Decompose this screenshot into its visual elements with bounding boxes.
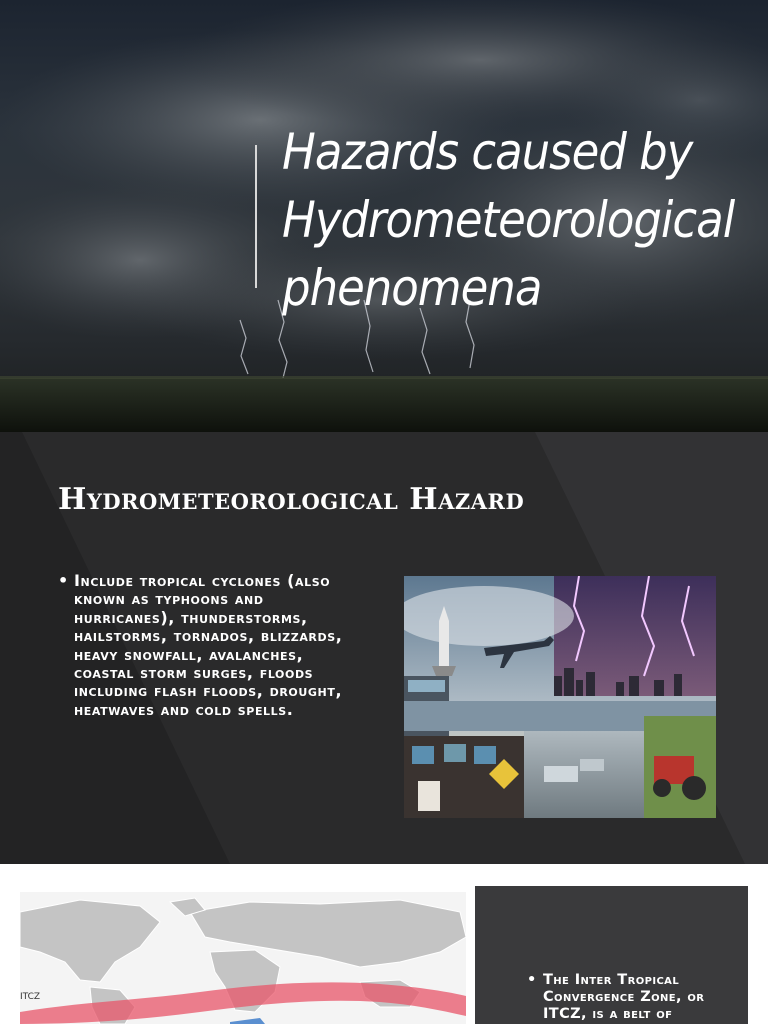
bullet-item: • Include tropical cyclones (also known as typhoons and hurricanes), thunderstorms, hailstorms, tornados, blizzards, heavy snowfall, avalanches, coastal storm surges, floods including flash floods, drought, heatwaves and cold spells. — [58, 572, 358, 719]
page-title: Hazards caused by Hydrometeorological phenomena — [282, 123, 735, 317]
title-divider — [255, 145, 257, 288]
hazard-collage-image — [404, 576, 716, 818]
slide-hazard-overview[interactable] — [0, 432, 768, 864]
slide-itcz[interactable] — [0, 864, 768, 1024]
slide-heading: Hydrometeorological Hazard — [58, 482, 525, 517]
world-map-image — [20, 892, 466, 1024]
bullet-list — [58, 572, 358, 719]
bullet-item: • The Inter Tropical Convergence Zone, or ITCZ, is a belt of — [543, 972, 743, 1023]
bullet-list — [527, 972, 743, 1023]
slide-title[interactable] — [0, 0, 768, 432]
map-label-itcz: ITCZ — [20, 992, 41, 1002]
